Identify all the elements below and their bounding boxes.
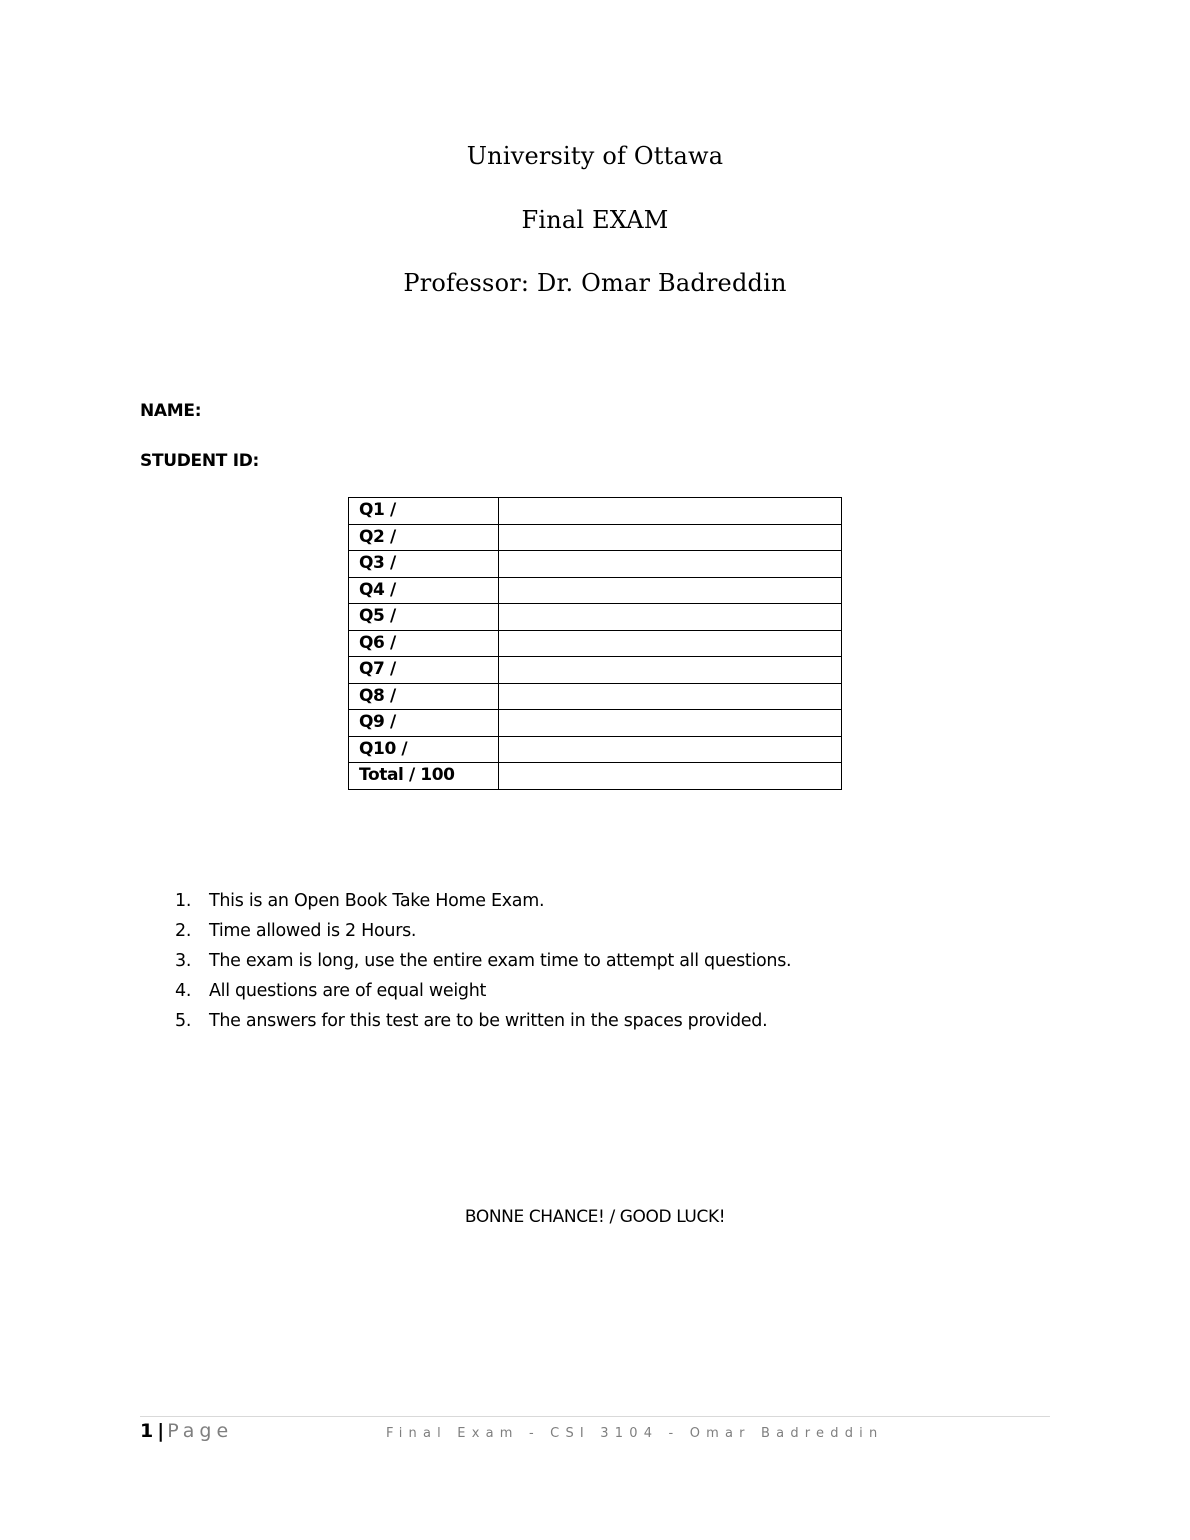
table-row (349, 736, 842, 763)
score-cell (498, 551, 841, 578)
student-id-label: STUDENT ID: (140, 451, 260, 471)
table-row (349, 498, 842, 525)
table-row (349, 604, 842, 631)
question-label: Q8 / (349, 683, 499, 710)
exam-title: Final EXAM (521, 206, 669, 234)
page-word: Page (167, 1420, 234, 1442)
list-number: 1. (175, 891, 192, 911)
table-row (349, 630, 842, 657)
table-row (349, 683, 842, 710)
list-item (175, 916, 791, 946)
list-number: 3. (175, 951, 192, 971)
list-number: 2. (175, 921, 192, 941)
university-title: University of Ottawa (466, 142, 724, 170)
list-number: 4. (175, 981, 192, 1001)
instruction-text: The answers for this test are to be written in the spaces provided. (209, 1011, 768, 1031)
instruction-text: All questions are of equal weight (209, 981, 487, 1001)
score-cell (498, 710, 841, 737)
question-label: Q4 / (349, 577, 499, 604)
instruction-text: The exam is long, use the entire exam time to attempt all questions. (209, 951, 792, 971)
question-label: Q9 / (349, 710, 499, 737)
question-label: Q2 / (349, 524, 499, 551)
score-table (348, 497, 842, 790)
instruction-text: This is an Open Book Take Home Exam. (209, 891, 545, 911)
score-cell (498, 577, 841, 604)
question-label: Q10 / (349, 736, 499, 763)
instructions-list (175, 886, 791, 1036)
table-row (349, 551, 842, 578)
score-cell (498, 604, 841, 631)
total-score-cell (498, 763, 841, 790)
question-label: Q5 / (349, 604, 499, 631)
question-label: Q1 / (349, 498, 499, 525)
table-row (349, 657, 842, 684)
list-item (175, 886, 791, 916)
question-label: Q3 / (349, 551, 499, 578)
page-separator: | (157, 1420, 165, 1442)
list-item (175, 976, 791, 1006)
list-item (175, 946, 791, 976)
page-number: 1 (140, 1420, 154, 1442)
list-number: 5. (175, 1011, 192, 1031)
footer-document-title: Final Exam - CSI 3104 - Omar Badreddin (386, 1426, 884, 1441)
question-label: Q7 / (349, 657, 499, 684)
score-cell (498, 498, 841, 525)
score-cell (498, 630, 841, 657)
page-number-block (140, 1420, 233, 1442)
score-cell (498, 657, 841, 684)
table-row-total (349, 763, 842, 790)
score-cell (498, 683, 841, 710)
instruction-text: Time allowed is 2 Hours. (209, 921, 417, 941)
score-cell (498, 736, 841, 763)
list-item (175, 1006, 791, 1036)
score-cell (498, 524, 841, 551)
footer-divider (140, 1416, 1050, 1417)
question-label: Q6 / (349, 630, 499, 657)
professor-line: Professor: Dr. Omar Badreddin (403, 269, 787, 297)
total-label: Total / 100 (349, 763, 499, 790)
good-luck-text: BONNE CHANCE! / GOOD LUCK! (464, 1207, 726, 1227)
table-row (349, 577, 842, 604)
table-row (349, 710, 842, 737)
name-label: NAME: (140, 401, 202, 421)
table-row (349, 524, 842, 551)
